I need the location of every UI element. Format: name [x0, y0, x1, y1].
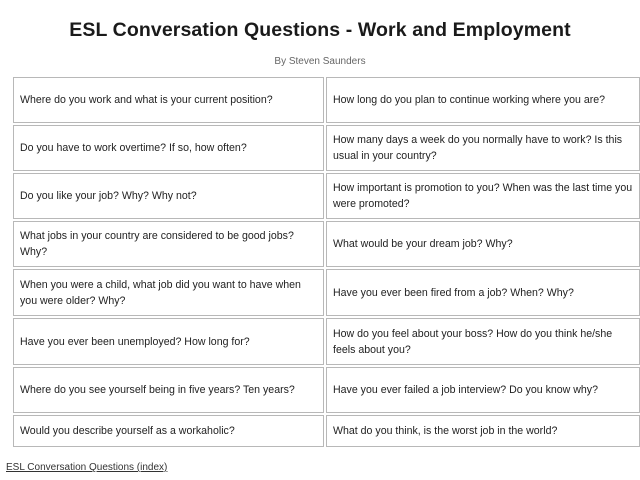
question-cell: What would be your dream job? Why?	[326, 221, 640, 267]
question-cell: Do you have to work overtime? If so, how often?	[13, 125, 324, 171]
table-row	[13, 77, 640, 123]
question-cell: How many days a week do you normally have to work? Is this usual in your country?	[326, 125, 640, 171]
question-cell: What do you think, is the worst job in the world?	[326, 415, 640, 447]
question-cell: Have you ever been fired from a job? When? Why?	[326, 269, 640, 316]
question-cell: How long do you plan to continue working where you are?	[326, 77, 640, 123]
index-link[interactable]: ESL Conversation Questions (index)	[6, 462, 168, 473]
page-title: ESL Conversation Questions - Work and Employment	[69, 19, 571, 41]
question-cell: How important is promotion to you? When was the last time you were promoted?	[326, 173, 640, 219]
table-row	[13, 415, 640, 447]
table-row	[13, 125, 640, 171]
question-cell: Would you describe yourself as a workaholic?	[13, 415, 324, 447]
table-row	[13, 173, 640, 219]
table-row	[13, 269, 640, 316]
table-row	[13, 318, 640, 365]
question-cell: Where do you work and what is your current position?	[13, 77, 324, 123]
question-cell: What jobs in your country are considered to be good jobs? Why?	[13, 221, 324, 267]
table-row	[13, 221, 640, 267]
question-cell: How do you feel about your boss? How do you think he/she feels about you?	[326, 318, 640, 365]
question-cell: When you were a child, what job did you want to have when you were older? Why?	[13, 269, 324, 316]
question-cell: Have you ever failed a job interview? Do you know why?	[326, 367, 640, 413]
question-cell: Do you like your job? Why? Why not?	[13, 173, 324, 219]
questions-table	[11, 75, 640, 449]
table-row	[13, 367, 640, 413]
question-cell: Have you ever been unemployed? How long for?	[13, 318, 324, 365]
author-byline: By Steven Saunders	[274, 56, 366, 67]
question-cell: Where do you see yourself being in five years? Ten years?	[13, 367, 324, 413]
